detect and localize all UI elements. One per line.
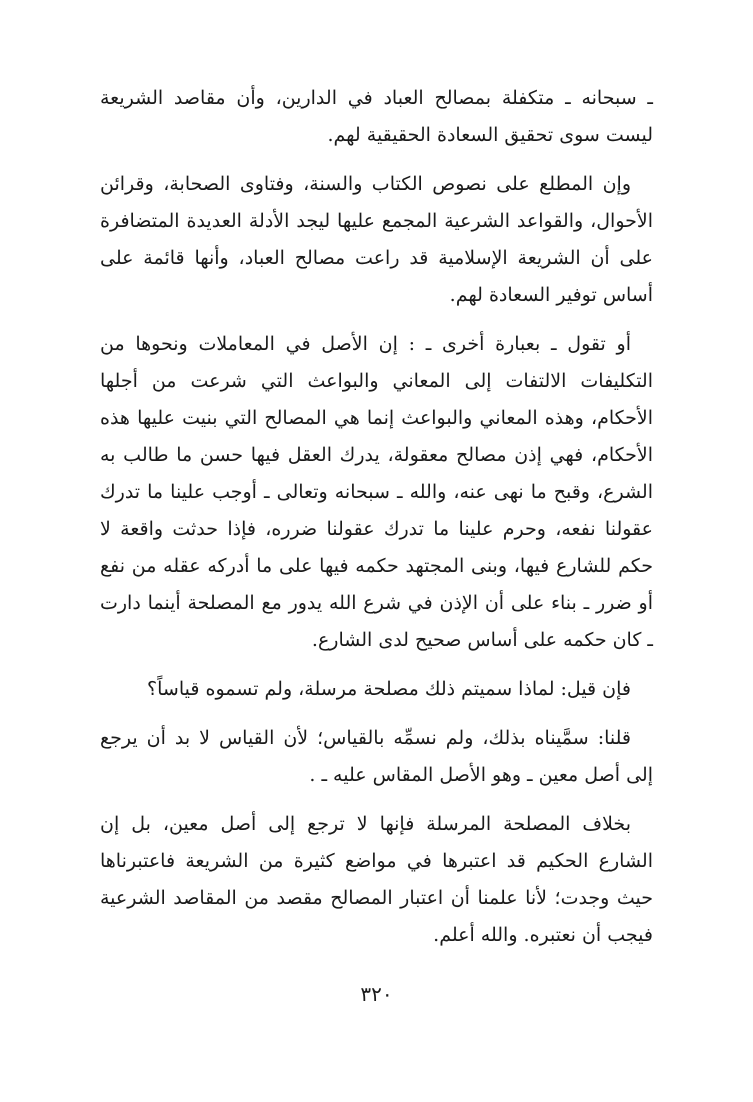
paragraph-3: أو تقول ـ بعبارة أخرى ـ : إن الأصل في المعاملات ونحوها من التكليفات الالتفات إلى المعاني والبواعث التي شرعت من أجلها الأحكام، وهذه المعاني والبواعث إنما هي المصالح التي بنيت عليها هذه الأحكام، فهي إذن مصالح معقولة، يدرك العقل فيها حسن ما طالب به الشرع، وقبح ما نهى عنه، والله ـ سبحانه وتعالى ـ أوجب علينا ما تدرك عقولنا نفعه، وحرم علينا ما تدرك عقولنا ضرره، فإذا حدثت واقعة لا حكم للشارع فيها، وبنى المجتهد حكمه فيها على ما أدركه عقله من نفع أو ضرر ـ بناء على أن الإذن في شرع الله يدور مع المصلحة أينما دارت ـ كان حكمه على أساس صحيح لدى الشارع. — [100, 333, 653, 651]
paragraph-1: ـ سبحانه ـ متكفلة بمصالح العباد في الدارين، وأن مقاصد الشريعة ليست سوى تحقيق السعادة الحقيقية لهم. — [100, 87, 653, 146]
paragraph-4: فإن قيل: لماذا سميتم ذلك مصلحة مرسلة، ولم تسموه قياساً؟ — [147, 678, 631, 700]
paragraph-5: قلنا: سمَّيناه بذلك، ولم نسمِّه بالقياس؛ لأن القياس لا بد أن يرجع إلى أصل معين ـ وهو الأصل المقاس عليه ـ . — [100, 727, 653, 786]
paragraph-6: بخلاف المصلحة المرسلة فإنها لا ترجع إلى أصل معين، بل إن الشارع الحكيم قد اعتبرها في مواضع كثيرة من الشريعة فاعتبرناها حيث وجدت؛ لأنا علمنا أن اعتبار المصالح مقصد من المقاصد الشرعية فيجب أن نعتبره. والله أعلم. — [100, 813, 653, 946]
page-number: ٣٢٠ — [360, 982, 393, 1006]
page-body — [100, 80, 653, 966]
paragraph-2: وإن المطلع على نصوص الكتاب والسنة، وفتاوى الصحابة، وقرائن الأحوال، والقواعد الشرعية المجمع عليها ليجد الأدلة العديدة المتضافرة على أن الشريعة الإسلامية قد راعت مصالح العباد، وأنها قائمة على أساس توفير السعادة لهم. — [100, 173, 653, 306]
